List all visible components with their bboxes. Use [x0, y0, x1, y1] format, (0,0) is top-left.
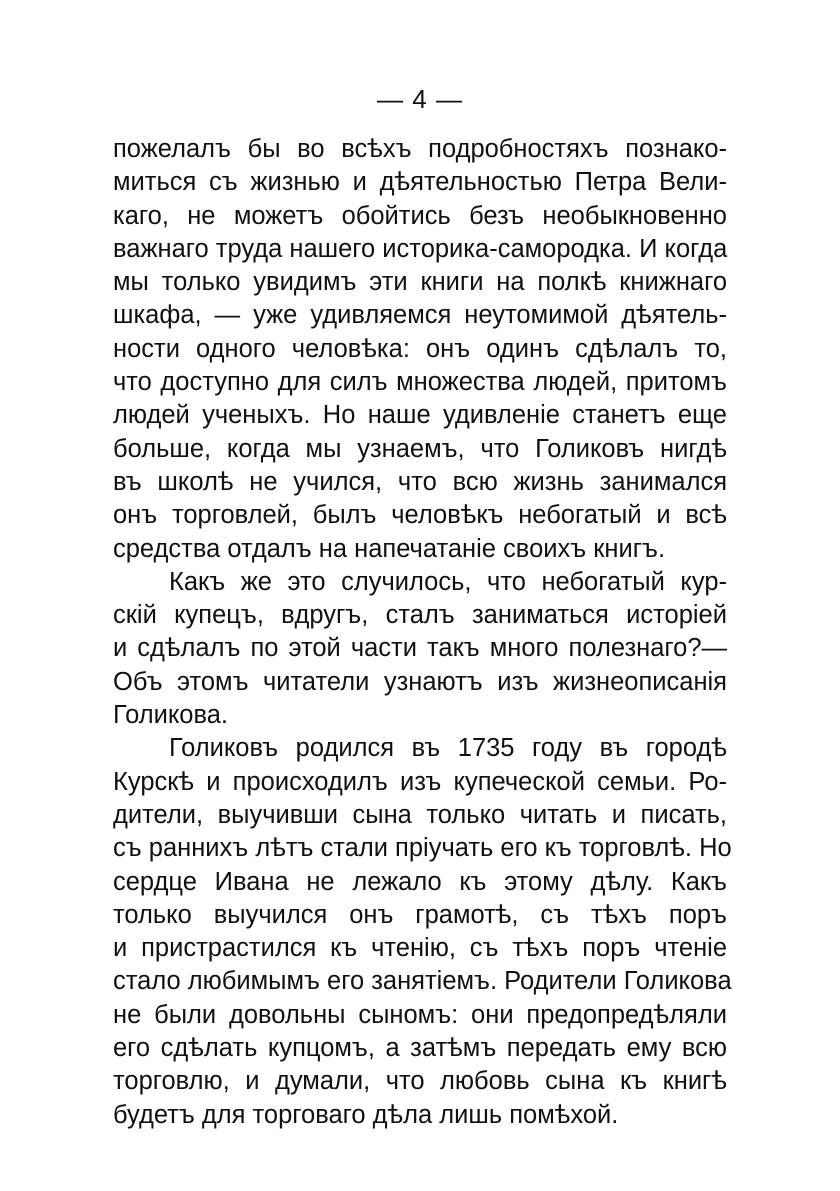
text-line: пожелалъ бы во всѣхъ подробностяхъ познако- — [113, 135, 727, 163]
text-line: что доступно для силъ множества людей, притомъ — [113, 368, 727, 397]
text-line: каго, не можетъ обойтись безъ необыкновенно — [113, 201, 727, 230]
text-line: миться съ жизнью и дѣятельностью Петра Вели- — [113, 168, 727, 197]
text-line: средства отдалъ на напечатаніе своихъ книгъ. — [113, 534, 666, 563]
text-line: въ школѣ не учился, что всю жизнь занимался — [113, 467, 727, 496]
text-line: будетъ для торговаго дѣла лишь помѣхой. — [113, 1100, 619, 1129]
text-line: и сдѣлалъ по этой части такъ много полезнаго?— — [113, 634, 727, 663]
text-line: онъ торговлей, былъ человѣкъ небогатый и всѣ — [113, 501, 727, 530]
text-line: важнаго труда нашего историка-самородка. И когда — [113, 234, 728, 263]
text-line: его сдѣлать купцомъ, а затѣмъ передать ему всю — [113, 1034, 727, 1063]
page-number: — 4 — — [377, 84, 463, 114]
text-line: сердце Ивана не лежало къ этому дѣлу. Какъ — [113, 867, 727, 896]
text-line: больше, когда мы узнаемъ, что Голиковъ нигдѣ — [113, 434, 727, 463]
text-line: дители, выучивши сына только читать и писать, — [113, 800, 727, 829]
text-line: только выучился онъ грамотѣ, съ тѣхъ поръ — [113, 900, 727, 929]
text-line: и пристрастился къ чтенію, съ тѣхъ поръ чтеніе — [113, 934, 727, 963]
text-line: Какъ же это случилось, что небогатый кур- — [169, 567, 727, 596]
paragraph — [113, 732, 732, 1132]
text-line: съ раннихъ лѣтъ стали пріучать его къ торговлѣ. Но — [113, 834, 732, 863]
text-line: мы только увидимъ эти книги на полкѣ книжнаго — [113, 268, 727, 297]
text-line: Курскѣ и происходилъ изъ купеческой семьи. Ро- — [113, 767, 727, 796]
text-line: людей ученыхъ. Но наше удивленіе станетъ еще — [113, 401, 727, 430]
text-line: стало любимымъ его занятіемъ. Родители Голикова — [113, 967, 732, 996]
paragraph — [113, 566, 727, 732]
text-line: шкафа, — уже удивляемся неутомимой дѣятель- — [113, 301, 727, 330]
body-text — [113, 133, 732, 1132]
text-line: скій купецъ, вдругъ, сталъ заниматься исторіей — [113, 601, 727, 630]
text-line: торговлю, и думали, что любовь сына къ книгѣ — [113, 1067, 727, 1096]
text-line: Объ этомъ читатели узнаютъ изъ жизнеописанія — [113, 667, 727, 696]
paragraph — [113, 133, 727, 566]
text-line: Голикова. — [113, 701, 228, 730]
text-line: ности одного человѣка: онъ одинъ сдѣлалъ то, — [113, 334, 727, 363]
text-line: Голиковъ родился въ 1735 году въ городѣ — [169, 734, 727, 763]
text-line: не были довольны сыномъ: они предопредѣляли — [113, 1000, 727, 1029]
